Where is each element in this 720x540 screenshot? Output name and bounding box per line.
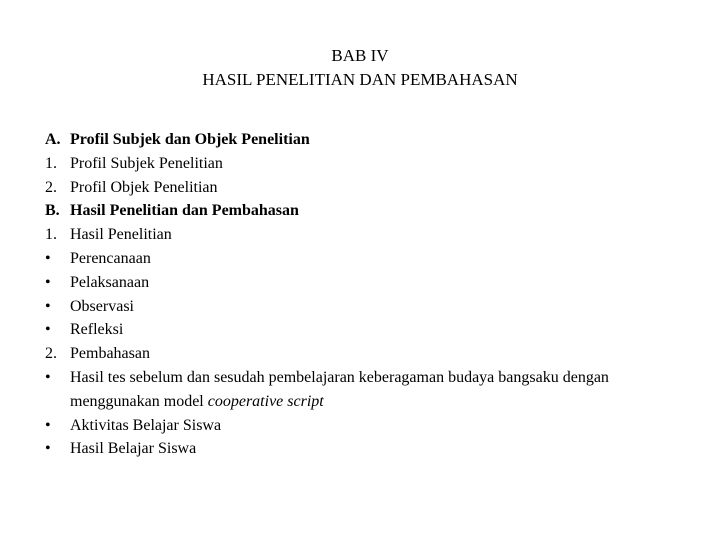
list-item-text: Pelaksanaan (70, 273, 150, 291)
list-item-text: Hasil tes sebelum dan sesudah pembelajaran keberagaman budaya bangsaku dengan (70, 368, 609, 386)
list-marker: 1. (45, 226, 57, 244)
bullet-marker: • (45, 249, 51, 267)
list-marker: B. (45, 202, 60, 220)
list-item (45, 295, 695, 319)
bullet-marker: • (45, 440, 51, 458)
list-item (45, 437, 695, 461)
bullet-marker: • (45, 416, 51, 434)
list-item-text: Profil Objek Penelitian (70, 178, 218, 196)
list-item-text: Hasil Penelitian (70, 226, 172, 244)
list-item-continuation: menggunakan model (70, 392, 204, 410)
list-item (45, 128, 695, 152)
list-item-text: Aktivitas Belajar Siswa (70, 416, 222, 434)
list-item (45, 366, 695, 414)
list-item (45, 271, 695, 295)
chapter-heading: HASIL PENELITIAN DAN PEMBAHASAN (202, 70, 518, 89)
list-item-italic-term: cooperative script (207, 392, 324, 410)
list-item-text: Pembahasan (70, 345, 150, 363)
list-item (45, 342, 695, 366)
list-item (45, 414, 695, 438)
bullet-marker: • (45, 273, 51, 291)
list-item (45, 318, 695, 342)
list-item (45, 199, 695, 223)
list-item-text: Observasi (70, 297, 134, 315)
bullet-marker: • (45, 321, 51, 339)
list-item (45, 247, 695, 271)
list-item-text: Refleksi (70, 321, 124, 339)
list-item (45, 223, 695, 247)
list-item-text: Hasil Penelitian dan Pembahasan (70, 202, 299, 220)
list-marker: A. (45, 131, 61, 148)
list-item-multiline (70, 366, 695, 414)
outline-list (45, 128, 695, 461)
bullet-marker: • (45, 297, 51, 315)
list-item-text: Profil Subjek dan Objek Penelitian (70, 131, 310, 148)
list-marker: 1. (45, 154, 57, 172)
list-marker: 2. (45, 178, 57, 196)
list-item-text: Hasil Belajar Siswa (70, 440, 197, 458)
list-marker: 2. (45, 345, 57, 363)
chapter-number: BAB IV (331, 46, 389, 65)
bullet-marker: • (45, 368, 51, 386)
list-item (45, 176, 695, 200)
list-item (45, 152, 695, 176)
chapter-title (0, 44, 720, 92)
list-item-text: Perencanaan (70, 249, 151, 267)
list-item-text: Profil Subjek Penelitian (70, 154, 223, 172)
